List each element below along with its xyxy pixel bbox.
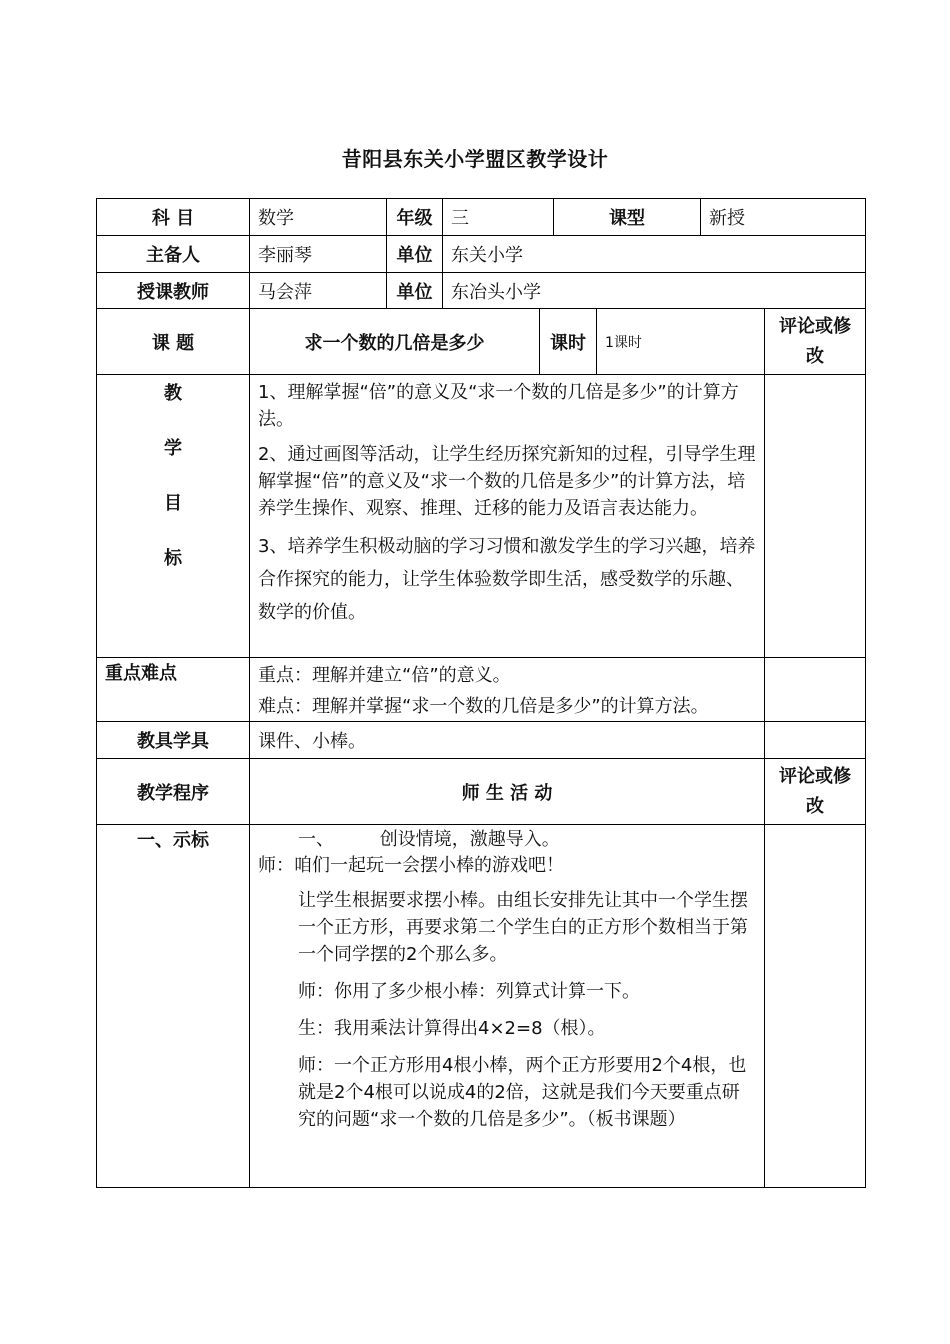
materials-comment-cell bbox=[764, 722, 865, 758]
comment-label-2: 评论或修改 bbox=[764, 759, 865, 824]
preparer-label: 主备人 bbox=[146, 245, 200, 266]
section-1-comment-cell bbox=[764, 825, 865, 1187]
materials-label: 教具学具 bbox=[137, 731, 209, 752]
teacher-label: 授课教师 bbox=[137, 281, 209, 303]
page-title: 昔阳县东关小学盟区教学设计 bbox=[341, 147, 609, 171]
teacher-unit-label: 单位 bbox=[386, 273, 442, 308]
section-1-line: 让学生根据要求摆小棒。由组长安排先让其中一个学生摆一个正方形，再要求第二个学生白的正方形个数相当于第一个同学摆的2个那么多。 bbox=[298, 890, 748, 965]
row-materials bbox=[96, 722, 866, 759]
section-1-label: 一、示标 bbox=[137, 830, 209, 851]
row-key-points bbox=[96, 658, 866, 722]
activity-label: 师 生 活 动 bbox=[249, 759, 764, 824]
hours-value: 1课时 bbox=[596, 309, 764, 374]
row-topic bbox=[96, 309, 866, 375]
objectives-label-char-3: 目 bbox=[164, 493, 182, 514]
row-preparer bbox=[96, 236, 866, 273]
key-points-comment-cell bbox=[764, 658, 865, 721]
row-section-1 bbox=[96, 825, 866, 1188]
objectives-comment-cell bbox=[764, 375, 865, 657]
key-points-content bbox=[249, 658, 764, 721]
section-1-line: 师：一个正方形用4根小棒，两个正方形要用2个4根，也就是2个4根可以说成4的2倍，这就是我们今天要重点研究的问题“求一个数的几倍是多少”。（板书课题） bbox=[298, 1055, 747, 1130]
subject-label: 科 目 bbox=[151, 208, 195, 229]
type-label: 课型 bbox=[553, 199, 700, 235]
grade-value: 三 bbox=[442, 199, 553, 235]
subject-value: 数学 bbox=[249, 199, 386, 235]
objectives-label-char-1: 教 bbox=[164, 383, 182, 404]
preparer-unit-value: 东关小学 bbox=[442, 236, 865, 272]
key-points-label: 重点难点 bbox=[105, 663, 177, 684]
topic-value: 求一个数的几倍是多少 bbox=[249, 309, 539, 374]
procedure-label: 教学程序 bbox=[137, 782, 209, 804]
row-subject bbox=[96, 198, 866, 236]
objective-item: 1、理解掌握“倍”的意义及“求一个数的几倍是多少”的计算方法。 bbox=[258, 382, 739, 430]
preparer-value: 李丽琴 bbox=[249, 236, 386, 272]
objective-item: 3、培养学生积极动脑的学习习惯和激发学生的学习兴趣，培养合作探究的能力，让学生体验数学即生活，感受数学的乐趣、数学的价值。 bbox=[258, 536, 756, 623]
teacher-unit-value: 东冶头小学 bbox=[442, 273, 865, 308]
comment-label-1: 评论或修改 bbox=[764, 309, 865, 374]
objective-item: 2、通过画图等活动，让学生经历探究新知的过程，引导学生理解掌握“倍”的意义及“求一个数的几倍是多少”的计算方法，培养学生操作、观察、推理、迁移的能力及语言表达能力。 bbox=[258, 444, 756, 519]
hours-label: 课时 bbox=[539, 309, 596, 374]
grade-label: 年级 bbox=[386, 199, 442, 235]
objectives-label-char-4: 标 bbox=[164, 548, 182, 569]
section-1-line: 师：你用了多少根小棒：列算式计算一下。 bbox=[298, 981, 640, 1002]
section-1-content bbox=[249, 825, 764, 1187]
section-1-heading: 一、 创设情境，激趣导入。 bbox=[298, 829, 560, 850]
objectives-label-char-2: 学 bbox=[164, 438, 182, 459]
objectives-content bbox=[249, 375, 764, 657]
section-1-line: 师：咱们一起玩一会摆小棒的游戏吧！ bbox=[258, 855, 564, 876]
teacher-value: 马会萍 bbox=[249, 273, 386, 308]
topic-label: 课 题 bbox=[151, 332, 195, 354]
difficulty-point: 难点：理解并掌握“求一个数的几倍是多少”的计算方法。 bbox=[258, 696, 709, 717]
row-teacher bbox=[96, 273, 866, 309]
type-value: 新授 bbox=[700, 199, 865, 235]
lesson-plan-table bbox=[96, 198, 866, 1188]
row-objectives bbox=[96, 375, 866, 658]
row-procedure-header bbox=[96, 759, 866, 825]
key-point: 重点：理解并建立“倍”的意义。 bbox=[258, 665, 511, 686]
preparer-unit-label: 单位 bbox=[386, 236, 442, 272]
materials-value: 课件、小棒。 bbox=[249, 722, 764, 758]
section-1-line: 生：我用乘法计算得出4×2=8（根）。 bbox=[298, 1018, 606, 1039]
